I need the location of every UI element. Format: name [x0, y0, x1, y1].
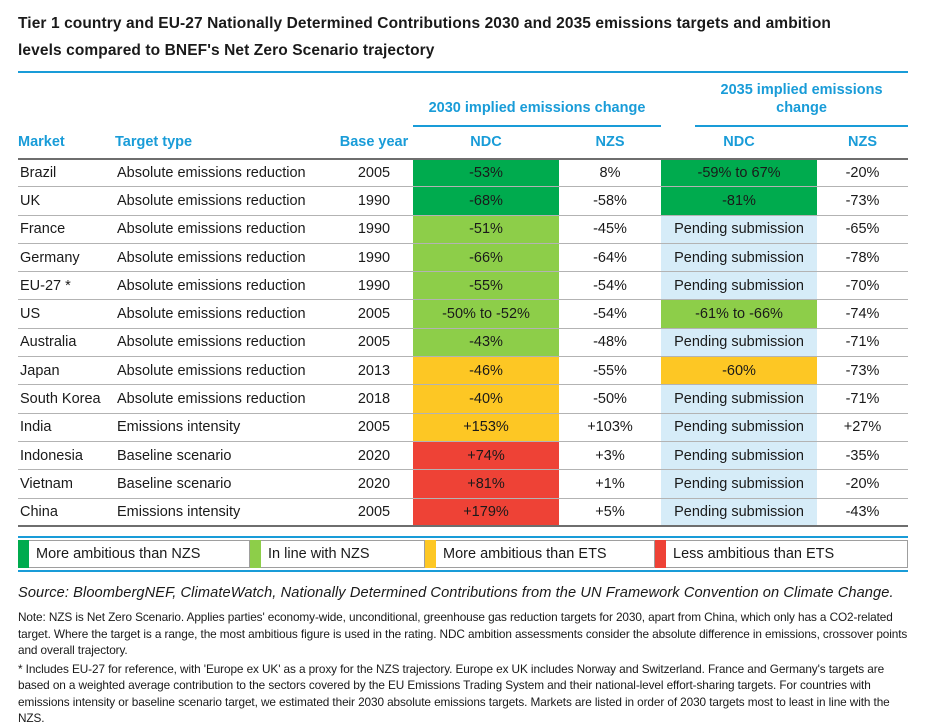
market-cell: EU-27 * [18, 272, 115, 300]
nzs-2030-cell: +103% [559, 413, 661, 441]
group-spacer [18, 73, 413, 126]
market-cell: South Korea [18, 385, 115, 413]
base-year-cell: 2005 [335, 328, 413, 356]
col-header-target-type: Target type [115, 127, 335, 159]
col-header-nzs-2035: NZS [817, 127, 908, 159]
nzs-2035-cell: +27% [817, 413, 908, 441]
legend-item [425, 540, 655, 568]
table-row [18, 498, 908, 526]
figure-title: Tier 1 country and EU-27 Nationally Determined Contributions 2030 and 2035 emissions targets and ambition levels compared to BNEF's Net Zero Scenario trajectory [18, 15, 831, 60]
ndc-2030-cell: +81% [413, 470, 559, 498]
ndc-2035-cell: Pending submission [661, 272, 817, 300]
nzs-2035-cell: -20% [817, 470, 908, 498]
ndc-2030-cell: -46% [413, 357, 559, 385]
table-row [18, 470, 908, 498]
nzs-2030-cell: +5% [559, 498, 661, 526]
ndc-2030-cell: -66% [413, 243, 559, 271]
table-row [18, 413, 908, 441]
nzs-2030-cell: -64% [559, 243, 661, 271]
nzs-2035-cell: -73% [817, 357, 908, 385]
market-cell: US [18, 300, 115, 328]
col-header-ndc-2035: NDC [661, 127, 817, 159]
footnote-text: * Includes EU-27 for reference, with 'Europe ex UK' as a proxy for the NZS trajectory. Europe ex UK includes Norway and Switzerland. France and Germany's targets are based on a weighted average contribution to the sectors covered by the EU Emissions Trading System and their national-level effort-sharing targets. For countries with emissions intensity or baseline scenario target, we estimated their 2030 absolute emissions targets. Markets are listed in order of 2030 targets most to least in line with the NZS. [18, 661, 890, 726]
nzs-2035-cell: -35% [817, 441, 908, 469]
target-type-cell: Absolute emissions reduction [115, 328, 335, 356]
target-type-cell: Emissions intensity [115, 498, 335, 526]
base-year-cell: 1990 [335, 272, 413, 300]
ndc-2030-cell: -43% [413, 328, 559, 356]
source-line: Source: BloombergNEF, ClimateWatch, Nationally Determined Contributions from the UN Framework Convention on Climate Change. [18, 585, 894, 602]
nzs-2030-cell: -58% [559, 187, 661, 215]
ndc-2035-cell: Pending submission [661, 498, 817, 526]
group-header-2035-label: 2035 implied emissions change [695, 81, 908, 126]
base-year-cell: 2020 [335, 441, 413, 469]
nzs-2030-cell: -48% [559, 328, 661, 356]
market-cell: Japan [18, 357, 115, 385]
target-type-cell: Baseline scenario [115, 441, 335, 469]
market-cell: Vietnam [18, 470, 115, 498]
ndc-2030-cell: +179% [413, 498, 559, 526]
ndc-2030-cell: -68% [413, 187, 559, 215]
col-header-nzs-2030: NZS [559, 127, 661, 159]
legend-item [655, 540, 908, 568]
base-year-cell: 2005 [335, 413, 413, 441]
table-row [18, 357, 908, 385]
target-type-cell: Absolute emissions reduction [115, 215, 335, 243]
market-cell: China [18, 498, 115, 526]
nzs-2035-cell: -20% [817, 159, 908, 187]
legend-label: Less ambitious than ETS [666, 540, 908, 568]
nzs-2035-cell: -43% [817, 498, 908, 526]
legend-item [250, 540, 425, 568]
legend-color-swatch [655, 540, 666, 568]
nzs-2030-cell: +3% [559, 441, 661, 469]
legend-color-swatch [425, 540, 436, 568]
table-row [18, 328, 908, 356]
nzs-2030-cell: -55% [559, 357, 661, 385]
ndc-2030-cell: +153% [413, 413, 559, 441]
ndc-2030-cell: -53% [413, 159, 559, 187]
nzs-2030-cell: 8% [559, 159, 661, 187]
legend-item [18, 540, 250, 568]
ndc-2030-cell: -55% [413, 272, 559, 300]
nzs-2035-cell: -65% [817, 215, 908, 243]
base-year-cell: 1990 [335, 243, 413, 271]
ndc-2035-cell: -81% [661, 187, 817, 215]
table-row [18, 159, 908, 187]
nzs-2030-cell: -54% [559, 300, 661, 328]
target-type-cell: Absolute emissions reduction [115, 300, 335, 328]
legend [18, 536, 908, 572]
nzs-2030-cell: -54% [559, 272, 661, 300]
table-row [18, 441, 908, 469]
base-year-cell: 1990 [335, 187, 413, 215]
table-row [18, 300, 908, 328]
table-row [18, 385, 908, 413]
market-cell: France [18, 215, 115, 243]
market-cell: Indonesia [18, 441, 115, 469]
group-header-2030-label: 2030 implied emissions change [413, 99, 661, 126]
base-year-cell: 2013 [335, 357, 413, 385]
group-header-2030 [413, 73, 661, 126]
ndc-2035-cell: Pending submission [661, 385, 817, 413]
note-text: Note: NZS is Net Zero Scenario. Applies parties' economy-wide, unconditional, greenhouse gas reduction targets for 2030, apart from China, which only has a CO2-related target. Where the target is a range, the most ambitious figure is used in the rating. NDC ambition assessments consider the absolute difference in emissions, crossover points and overall trajectory. [18, 610, 908, 658]
ndc-2035-cell: -59% to 67% [661, 159, 817, 187]
base-year-cell: 2005 [335, 159, 413, 187]
target-type-cell: Emissions intensity [115, 413, 335, 441]
ndc-2030-cell: +74% [413, 441, 559, 469]
table-row [18, 187, 908, 215]
base-year-cell: 1990 [335, 215, 413, 243]
table-header [18, 73, 908, 158]
ndc-2035-cell: Pending submission [661, 215, 817, 243]
base-year-cell: 2018 [335, 385, 413, 413]
column-group-row [18, 73, 908, 126]
col-header-market: Market [18, 127, 115, 159]
ndc-2035-cell: Pending submission [661, 441, 817, 469]
target-type-cell: Absolute emissions reduction [115, 243, 335, 271]
market-cell: Australia [18, 328, 115, 356]
nzs-2035-cell: -73% [817, 187, 908, 215]
table-row [18, 215, 908, 243]
ndc-2030-cell: -50% to -52% [413, 300, 559, 328]
nzs-2035-cell: -74% [817, 300, 908, 328]
table-row [18, 272, 908, 300]
nzs-2035-cell: -71% [817, 385, 908, 413]
market-cell: UK [18, 187, 115, 215]
market-cell: Brazil [18, 159, 115, 187]
table-body [18, 159, 908, 527]
market-cell: Germany [18, 243, 115, 271]
nzs-2030-cell: -50% [559, 385, 661, 413]
target-type-cell: Absolute emissions reduction [115, 272, 335, 300]
target-type-cell: Absolute emissions reduction [115, 159, 335, 187]
legend-color-swatch [18, 540, 29, 568]
base-year-cell: 2005 [335, 300, 413, 328]
nzs-2030-cell: +1% [559, 470, 661, 498]
ndc-2035-cell: Pending submission [661, 413, 817, 441]
col-header-base-year: Base year [335, 127, 413, 159]
column-header-row [18, 127, 908, 159]
target-type-cell: Absolute emissions reduction [115, 187, 335, 215]
ndc-2035-cell: -61% to -66% [661, 300, 817, 328]
target-type-cell: Absolute emissions reduction [115, 385, 335, 413]
legend-label: More ambitious than NZS [29, 540, 250, 568]
ndc-2030-cell: -40% [413, 385, 559, 413]
ndc-2035-cell: Pending submission [661, 243, 817, 271]
nzs-2030-cell: -45% [559, 215, 661, 243]
ndc-2030-cell: -51% [413, 215, 559, 243]
legend-color-swatch [250, 540, 261, 568]
target-type-cell: Absolute emissions reduction [115, 357, 335, 385]
base-year-cell: 2020 [335, 470, 413, 498]
ndc-2035-cell: Pending submission [661, 328, 817, 356]
target-type-cell: Baseline scenario [115, 470, 335, 498]
ndc-2035-cell: -60% [661, 357, 817, 385]
legend-label: In line with NZS [261, 540, 425, 568]
base-year-cell: 2005 [335, 498, 413, 526]
nzs-2035-cell: -71% [817, 328, 908, 356]
nzs-2035-cell: -70% [817, 272, 908, 300]
market-cell: India [18, 413, 115, 441]
nzs-2035-cell: -78% [817, 243, 908, 271]
legend-label: More ambitious than ETS [436, 540, 655, 568]
ndc-2035-cell: Pending submission [661, 470, 817, 498]
ndc-table [18, 73, 908, 527]
group-header-2035 [661, 73, 908, 126]
col-header-ndc-2030: NDC [413, 127, 559, 159]
table-row [18, 243, 908, 271]
